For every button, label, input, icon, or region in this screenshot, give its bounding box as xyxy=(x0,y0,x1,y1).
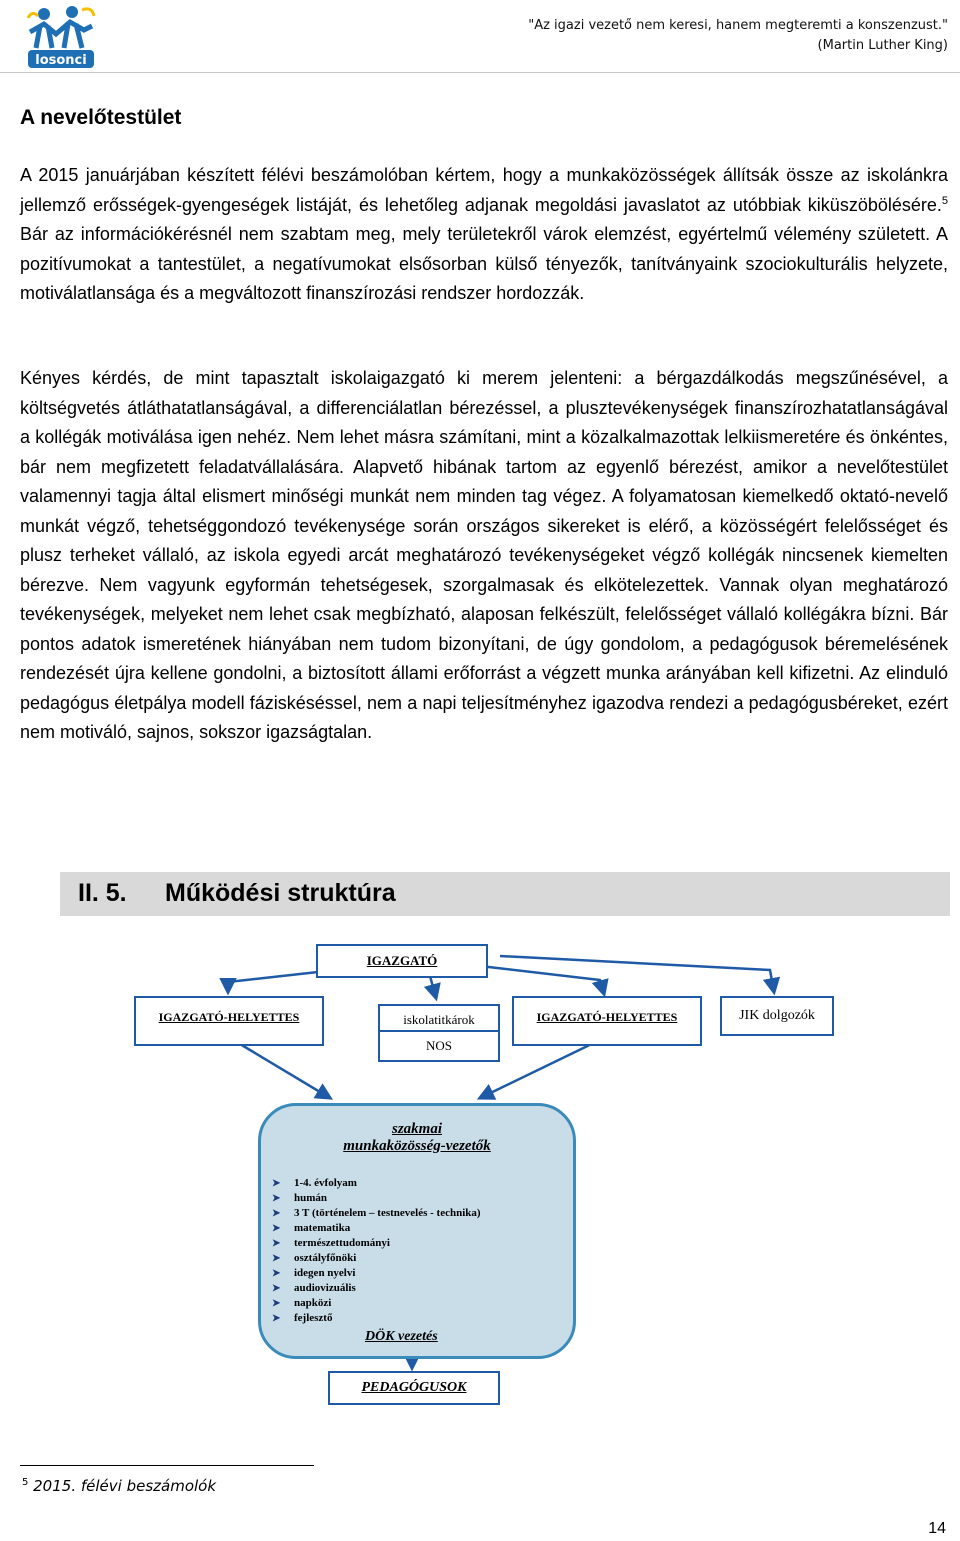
section-number: II. 5. xyxy=(78,879,127,907)
list-item xyxy=(272,1191,481,1206)
school-logo xyxy=(22,4,104,70)
paragraph-2: Kényes kérdés, de mint tapasztalt iskolaigazgató ki merem jelenteni: a bérgazdálkodás megszűnésével, a költségvetés átláthatatlanságával, a differenciálatlan bérezéssel, a plusztevékenységek finanszírozhatatlanságával a kollégák motiválása igen nehéz. Nem lehet másra számítani, mint a közalkalmazottak lelkiismeretére és önkéntes, bár nem megfizetett feladatvállalására. Alapvető hibának tartom az egyenlő bérezést, amikor a nevelőtestület valamennyi tagja által elismert minőségi munkát nem minden tag végez. A folyamatosan kiemelkedő oktató-nevelő munkát végző, tehetséggondozó tevékenysége során országos sikereket is elérő, a közösségért felelősséget és plusz terheket vállaló, az iskola egyedi arcát meghatározó tevékenységeket végző kollégák nincsenek kiemelten bérezve. Nem vagyunk egyformán tehetségesek, szorgalmasak és elkötelezettek. Vannak olyan meghatározó tevékenységek, melyeket nem lehet csak megbízható, alaposan felkészült, felelősséget vállaló kollégákra bízni. Bár pontos adatok ismeretének hiányában nem tudom bizonyítani, de úgy gondolom, a pedagógusok béremelésének rendezését újra kellene gondolni, a biztosított állami erőforrást a végzett munka arányában kell kifizetni. Az elinduló pedagógus életpálya modell fáziskéséssel, nem a napi teljesítményhez igazodva rendezi a pedagógusbéreket, ezért nem motiváló, sajnos, sokszor igazságtalan. xyxy=(20,368,948,742)
arrow-bullet-icon: ➤ xyxy=(272,1253,281,1264)
list-item xyxy=(272,1251,481,1266)
arrow-bullet-icon: ➤ xyxy=(272,1238,281,1249)
header-divider xyxy=(0,72,960,73)
logo-text: losonci xyxy=(35,53,87,68)
box-teachers xyxy=(330,1373,498,1403)
list-item xyxy=(272,1221,481,1236)
box-nos xyxy=(380,1032,498,1060)
paragraph-1-text-a: A 2015 januárjában készített félévi beszámolóban kértem, hogy a munkaközösségek állítsák össze az iskolánkra jellemző erősségek-gyengeségek listáját, és lehetőleg adjanak megoldási javaslatot az utóbbiak kiküszöbölésére. xyxy=(20,165,948,215)
arrow-bullet-icon: ➤ xyxy=(272,1268,281,1279)
box-igazgato-label: IGAZGATÓ xyxy=(366,953,438,968)
list-item xyxy=(272,1281,481,1296)
arrow-to-deputy-right xyxy=(480,966,604,994)
arrow-deputy-right-to-group xyxy=(480,1038,604,1098)
list-item xyxy=(272,1236,481,1251)
box-deputy-right-label: IGAZGATÓ-HELYETTES xyxy=(536,1010,678,1024)
group-title-line1: szakmai xyxy=(391,1121,442,1137)
box-office xyxy=(380,1006,498,1034)
arrow-bullet-icon: ➤ xyxy=(272,1208,281,1219)
footnote-text: 2015. félévi beszámolók xyxy=(28,1477,217,1495)
list-item-label: fejlesztő xyxy=(294,1312,333,1324)
group-title-line2: munkaközösség-vezetők xyxy=(343,1138,491,1154)
arrow-to-deputy-left xyxy=(228,972,318,992)
list-item-label: napközi xyxy=(294,1297,332,1309)
footnote-ref[interactable]: 5 xyxy=(941,194,948,207)
footnote-divider xyxy=(20,1465,314,1466)
footnote-number: 5 xyxy=(22,1477,29,1488)
arrow-to-office xyxy=(430,976,436,998)
quote-text: "Az igazi vezető nem keresi, hanem megteremti a konszenzust." xyxy=(528,18,948,33)
list-item-label: humán xyxy=(294,1192,328,1204)
box-deputy-left xyxy=(136,998,322,1044)
header-quote xyxy=(528,16,948,56)
arrow-bullet-icon: ➤ xyxy=(272,1313,281,1324)
box-nos-label: NOS xyxy=(425,1038,452,1053)
box-deputy-right xyxy=(514,998,700,1044)
list-item-label: 1-4. évfolyam xyxy=(294,1177,357,1189)
arrow-bullet-icon: ➤ xyxy=(272,1298,281,1309)
list-item xyxy=(272,1311,481,1326)
arrow-bullet-icon: ➤ xyxy=(272,1193,281,1204)
box-office-label: iskolatitkárok xyxy=(403,1012,475,1027)
paragraph-1-text-b: Bár az információkérésnél nem szabtam meg, mely területekről várok elemzést, egyértelmű vélemény született. A pozitívumokat a tantestület, a negatívumokat elsősorban külső tényezők, tanítványaink szociokulturális helyzete, motiválatlansága és a megváltozott finanszírozási rendszer hordozzák. xyxy=(20,224,948,303)
list-item xyxy=(272,1206,481,1221)
footnote xyxy=(22,1477,216,1495)
box-igazgato xyxy=(318,946,486,976)
arrow-deputy-left-to-group xyxy=(230,1038,330,1098)
box-jik xyxy=(722,998,832,1034)
list-item-label: matematika xyxy=(294,1222,351,1234)
arrow-bullet-icon: ➤ xyxy=(272,1223,281,1234)
box-teachers-label: PEDAGÓGUSOK xyxy=(361,1380,467,1395)
dok-label: DÖK vezetés xyxy=(365,1329,438,1344)
list-item-label: 3 T (történelem – testnevelés - technika) xyxy=(294,1207,481,1219)
list-item xyxy=(272,1176,481,1191)
list-item-label: osztályfőnöki xyxy=(294,1252,357,1264)
paragraph-1 xyxy=(20,161,948,309)
list-item-label: audiovizuális xyxy=(294,1282,356,1294)
arrow-bullet-icon: ➤ xyxy=(272,1178,281,1189)
quote-author: (Martin Luther King) xyxy=(817,38,948,53)
arrow-bullet-icon: ➤ xyxy=(272,1283,281,1294)
list-item-label: idegen nyelvi xyxy=(294,1267,356,1279)
page-number: 14 xyxy=(928,1520,946,1537)
group-list xyxy=(272,1176,481,1326)
list-item xyxy=(272,1296,481,1311)
box-deputy-left-label: IGAZGATÓ-HELYETTES xyxy=(158,1010,300,1024)
list-item-label: természettudományi xyxy=(294,1237,390,1249)
group-title xyxy=(258,1121,576,1155)
section-title: Működési struktúra xyxy=(165,879,396,907)
page-title: A nevelőtestület xyxy=(20,106,182,129)
box-jik-label: JIK dolgozók xyxy=(739,1008,815,1023)
list-item xyxy=(272,1266,481,1281)
